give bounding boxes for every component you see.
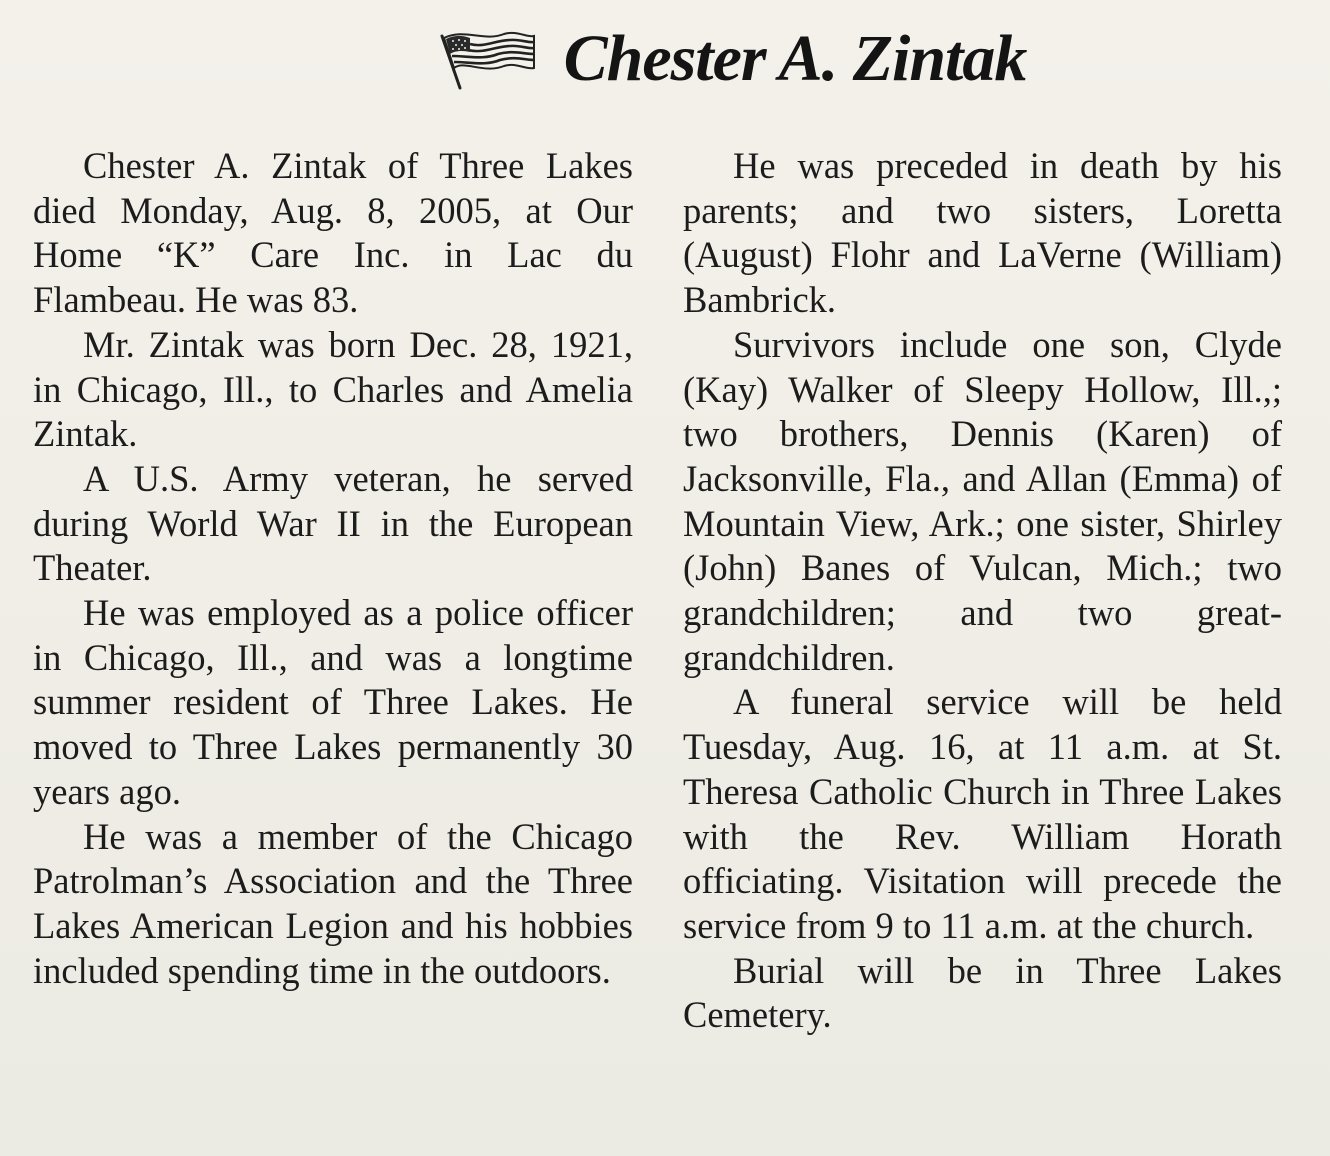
paragraph-memberships: He was a member of the Chicago Patrolman’s Association and the Three Lakes American Legion and his hobbies included spending time in the outdoors.	[33, 815, 633, 991]
paragraph-preceded: He was preceded in death by his parents; and two sisters, Loretta (August) Flohr and LaVerne (William) Bambrick.	[683, 145, 1282, 321]
obituary-header	[0, 14, 1330, 104]
american-flag-icon	[434, 26, 538, 92]
paragraph-burial: Burial will be in Three Lakes Cemetery.	[683, 949, 1282, 1036]
paragraph-death-notice: Chester A. Zintak of Three Lakes died Monday, Aug. 8, 2005, at Our Home “K” Care Inc. in Lac du Flambeau. He was 83.	[33, 145, 633, 321]
paragraph-military: A U.S. Army veteran, he served during World War II in the European Theater.	[33, 457, 633, 589]
obituary-title: Chester A. Zintak	[563, 22, 1027, 95]
left-column	[33, 144, 633, 993]
paragraph-service: A funeral service will be held Tuesday, Aug. 16, at 11 a.m. at St. Theresa Catholic Church in Three Lakes with the Rev. William Horath officiating. Visitation will precede the service from 9 to 11 a.m. at the church.	[683, 681, 1282, 946]
paragraph-birth: Mr. Zintak was born Dec. 28, 1921, in Chicago, Ill., to Charles and Amelia Zintak.	[33, 323, 633, 455]
paragraph-survivors: Survivors include one son, Clyde (Kay) Walker of Sleepy Hollow, Ill.,; two brothers, Dennis (Karen) of Jacksonville, Fla., and Allan (Emma) of Mountain View, Ark.; one sister, Shirley (John) Banes of Vulcan, Mich.; two grandchildren; and two great-grandchildren.	[683, 323, 1282, 678]
header-inner	[434, 22, 1027, 95]
right-column	[683, 144, 1282, 1038]
paragraph-career: He was employed as a police officer in Chicago, Ill., and was a longtime summer resident of Three Lakes. He moved to Three Lakes permanently 30 years ago.	[33, 592, 633, 812]
